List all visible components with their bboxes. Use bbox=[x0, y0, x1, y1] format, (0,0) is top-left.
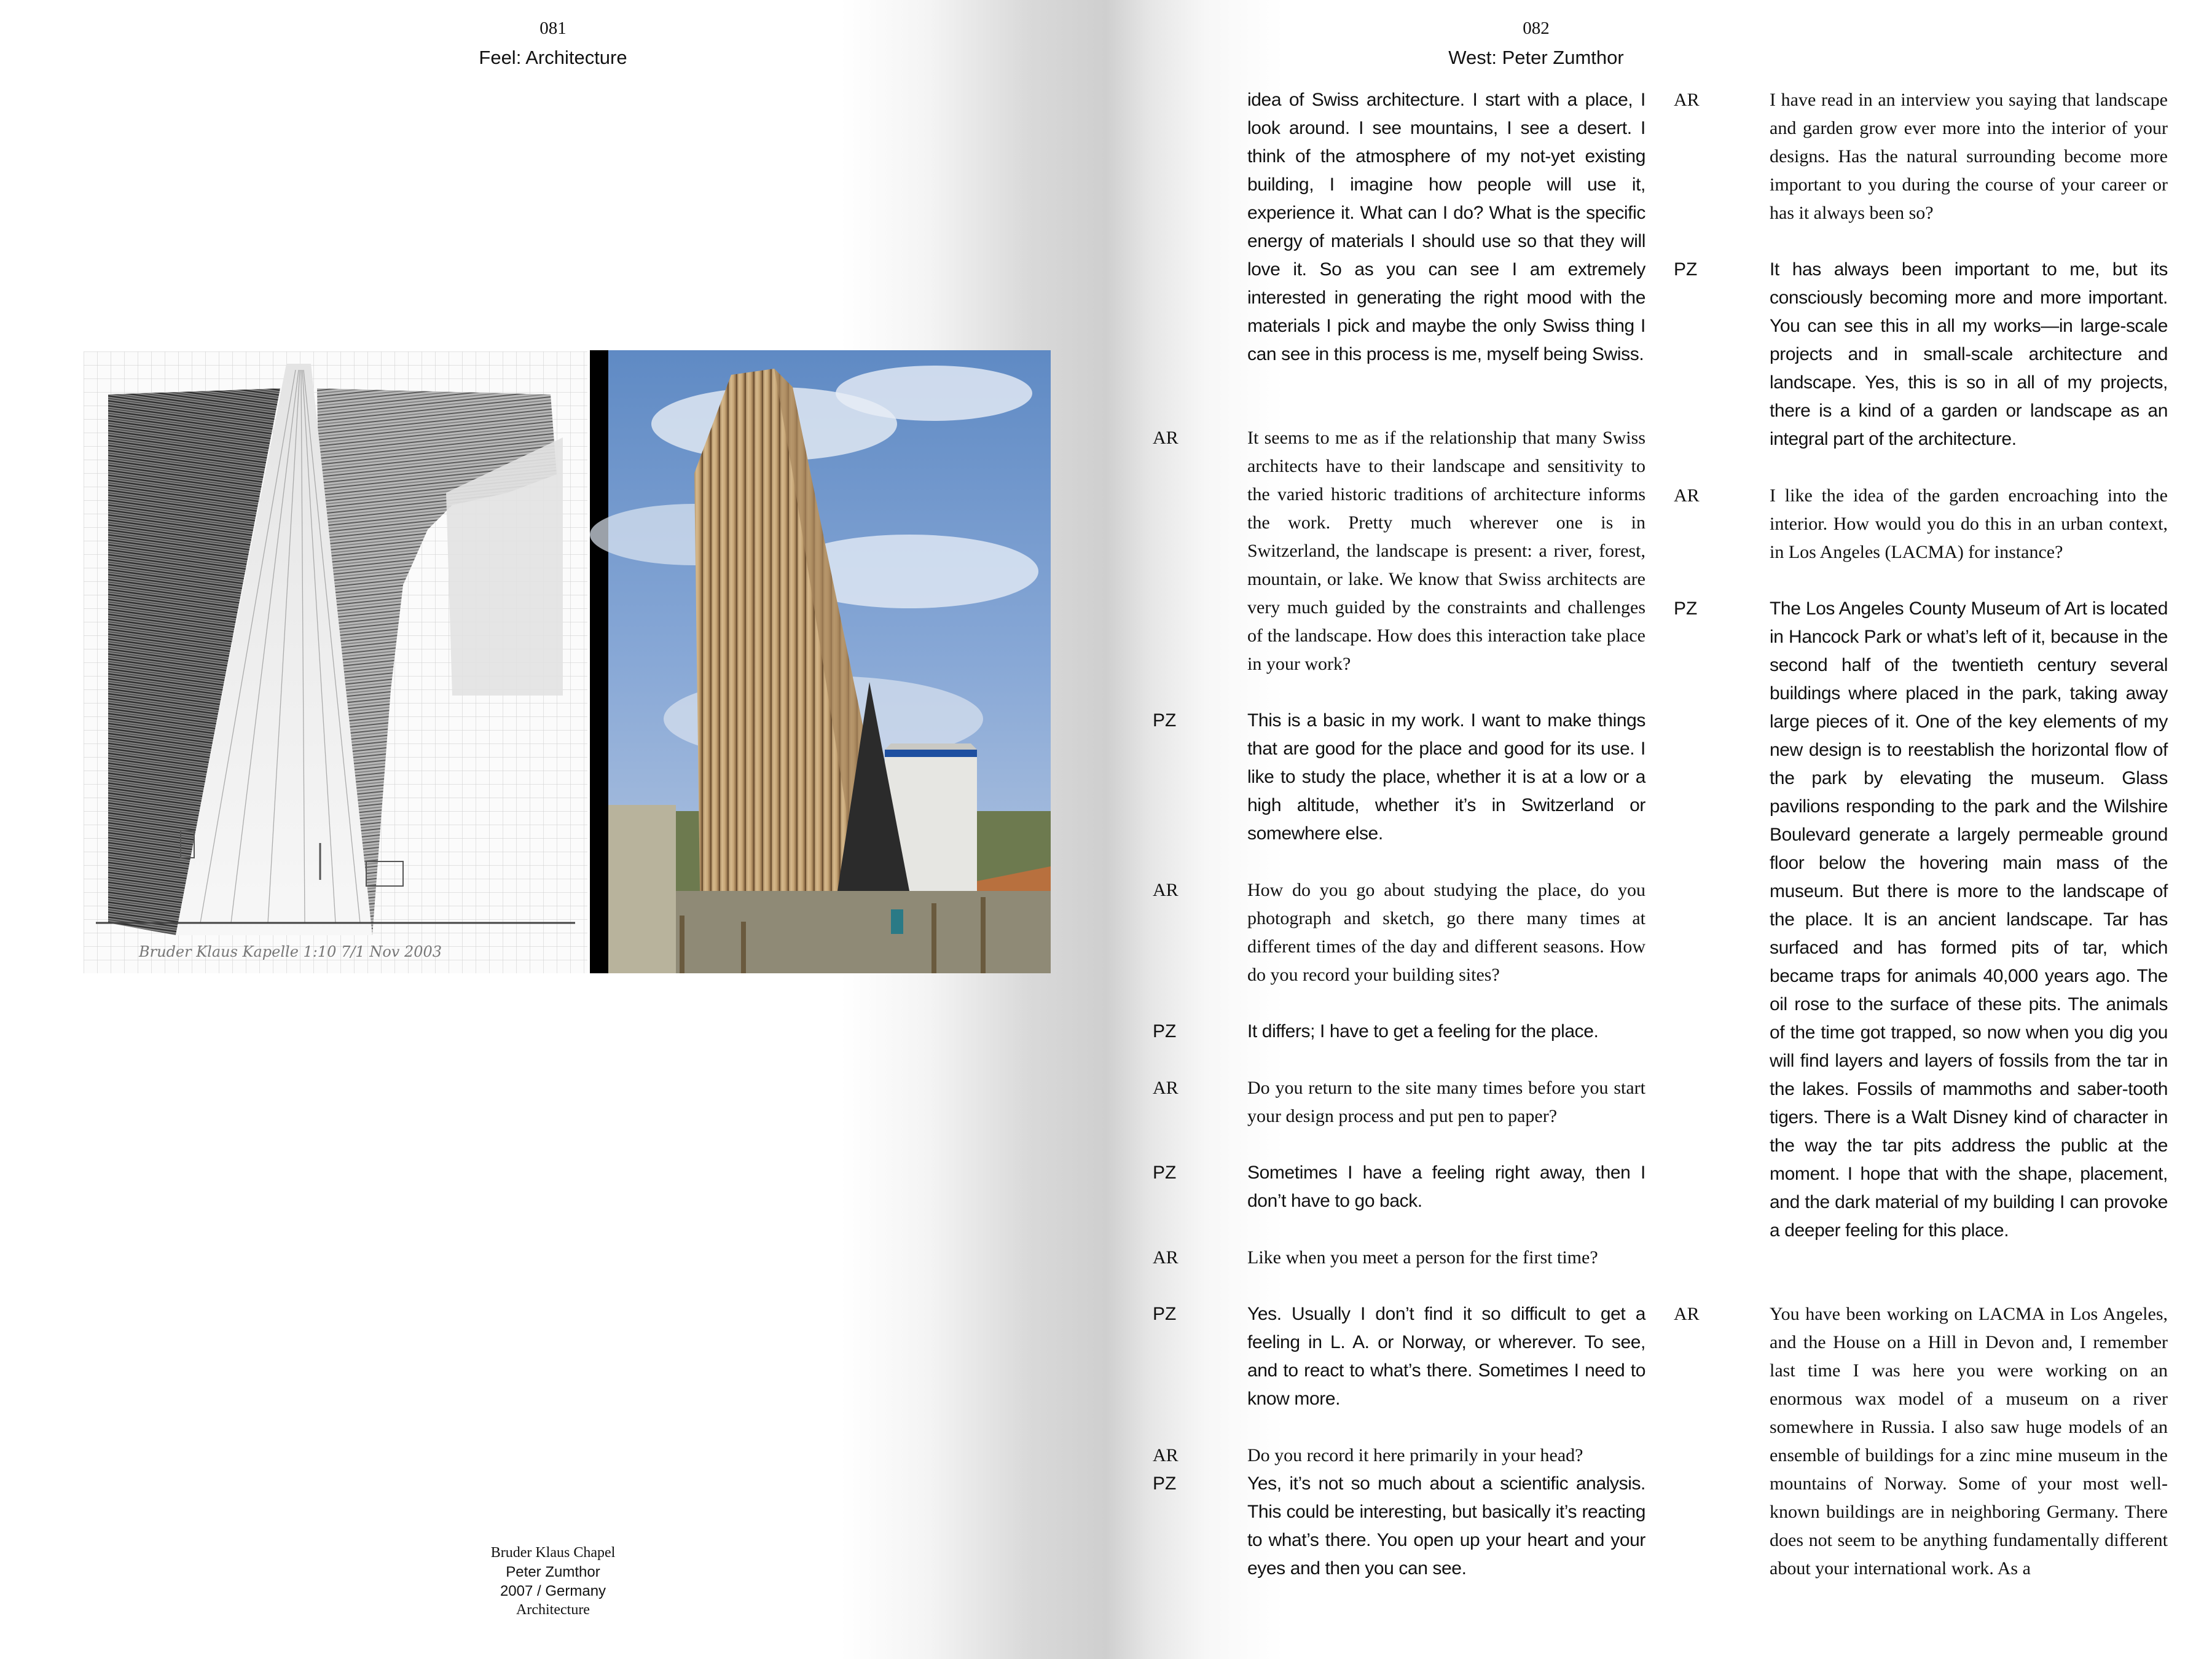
sketch-drawing bbox=[84, 351, 587, 973]
dialogue-text: How do you go about studying the place, do you photograph and sketch, go there many times at different times of the day and different seasons. How do you record your building sites? bbox=[1247, 880, 1645, 985]
page-number-left: 081 bbox=[539, 18, 567, 38]
dialogue-text: idea of Swiss architecture. I start with a place, I look around. I see mountains, I see a desert. I think of the atmosphere of my not-yet existing building, I imagine how people will use it, experience it. What can I do? What is the specific energy of materials I should use so that they will love it. So as you can see I am extremely interested in generating the right mood with the materials I pick and maybe the only Swiss thing I can see in this process is me, myself being Swiss. bbox=[1247, 90, 1645, 364]
page-number-right: 082 bbox=[1523, 18, 1550, 38]
section-title-left: Feel: Architecture bbox=[479, 47, 627, 68]
dialogue-text: I like the idea of the garden encroaching into the interior. How would you do this in an urban context, in Los Angeles (LACMA) for instance? bbox=[1770, 485, 2168, 562]
dialogue-text: This is a basic in my work. I want to make things that are good for the place and good for its use. I like to study the place, whether it is at a low or a high altitude, whether it’s in Switzerland or somewhere else. bbox=[1247, 710, 1645, 844]
dialogue-text: The Los Angeles County Museum of Art is located in Hancock Park or what’s left of it, because in the second half of the twentieth century several buildings where placed in the park, taking away large pieces of it. One of the key elements of my new design is to reestablish the horizontal flow of the park by elevating the museum. Glass pavilions responding to the park and the Wilshire Boulevard generate a largely permeable ground floor below the hovering main mass of the museum. But there is more to the landscape of the place. It is an ancient landscape. Tar has surfaced and has formed pits of tar, which became traps for animals 40,000 years ago. The oil rose to the surface of these pits. The animals of the time got trapped, so now when you dig you will find layers and layers of fossils from the tar in the lakes. Fossils of mammoths and saber-tooth tigers. There is a Walt Disney kind of character in the way the tar pits address the public at the moment. I hope that with the shape, placement, and the dark material of my building I can provoke a deeper feeling for this place. bbox=[1770, 598, 2168, 1241]
dialogue-text: You have been working on LACMA in Los Angeles, and the House on a Hill in Devon and, I remember last time I was here you were working on an enormous wax model of a museum on a river somewhere in Russia. I also saw huge models of an ensemble of buildings for a zinc mine museum in the mountains of Norway. Some of your most well-known buildings are in neighboring Germany. There does not seem to be anything fundamentally different about your international work. As a bbox=[1770, 1304, 2168, 1579]
section-title-right: West: Peter Zumthor bbox=[1448, 47, 1624, 68]
speaker-label: AR bbox=[1674, 90, 1700, 110]
caption-year-country: 2007 / Germany bbox=[500, 1583, 606, 1599]
speaker-label: AR bbox=[1153, 428, 1179, 448]
caption-author: Peter Zumthor bbox=[506, 1564, 600, 1580]
speaker-label: PZ bbox=[1674, 259, 1698, 280]
speaker-label: PZ bbox=[1674, 598, 1698, 619]
speaker-label: PZ bbox=[1153, 710, 1177, 731]
dialogue-text: Do you record it here primarily in your head? bbox=[1247, 1445, 1583, 1465]
speaker-label: AR bbox=[1153, 880, 1179, 900]
sketch-figure bbox=[84, 351, 587, 973]
dialogue-text: Sometimes I have a feeling right away, then I don’t have to go back. bbox=[1247, 1163, 1645, 1211]
speaker-label: AR bbox=[1153, 1445, 1179, 1465]
speaker-label: PZ bbox=[1153, 1021, 1177, 1041]
dialogue-text: It seems to me as if the relationship that many Swiss architects have to their landscape and sensitivity to the varied historic traditions of architecture informs the work. Pretty much wherever one is in Switzerland, the landscape is present: a river, forest, mountain, or lake. We know that Swiss architects are very much guided by the constraints and challenges of the landscape. How does this interaction take place in your work? bbox=[1247, 428, 1645, 674]
speaker-label: PZ bbox=[1153, 1473, 1177, 1494]
speaker-label: PZ bbox=[1153, 1304, 1177, 1324]
photo-image bbox=[590, 350, 1051, 973]
caption-title: Bruder Klaus Chapel bbox=[490, 1545, 616, 1561]
dialogue-text: Yes, it’s not so much about a scientific analysis. This could be interesting, but basically it’s reacting to what’s there. You open up your heart and your eyes and then you can see. bbox=[1247, 1473, 1645, 1579]
photo-figure bbox=[590, 350, 1051, 973]
speaker-label: AR bbox=[1674, 485, 1700, 506]
speaker-label: AR bbox=[1153, 1247, 1179, 1268]
dialogue-text: Yes. Usually I don’t find it so difficult to get a feeling in L. A. or Norway, or wherever. To see, and to react to what’s there. Sometimes I need to know more. bbox=[1247, 1304, 1645, 1409]
dialogue-text: It has always been important to me, but its consciously becoming more and more important. You can see this in all my works—in large-scale projects and in small-scale architecture and landscape. Yes, this is so in all of my projects, there is a kind of a garden or landscape as an integral part of the architecture. bbox=[1770, 259, 2168, 449]
dialogue-text: I have read in an interview you saying that landscape and garden grow ever more into the interior of your designs. Has the natural surrounding become more important to you during the course of your career or has it always been so? bbox=[1770, 90, 2168, 223]
dialogue-text: Like when you meet a person for the first time? bbox=[1247, 1247, 1598, 1268]
speaker-label: PZ bbox=[1153, 1163, 1177, 1183]
caption-category: Architecture bbox=[516, 1602, 590, 1618]
dialogue-text: It differs; I have to get a feeling for the place. bbox=[1247, 1021, 1599, 1041]
speaker-label: AR bbox=[1153, 1078, 1179, 1098]
dialogue-text: Do you return to the site many times before you start your design process and put pen to paper? bbox=[1247, 1078, 1645, 1126]
sketch-handwriting: Bruder Klaus Kapelle 1:10 7/1 Nov 2003 bbox=[139, 943, 442, 960]
speaker-label: AR bbox=[1674, 1304, 1700, 1324]
